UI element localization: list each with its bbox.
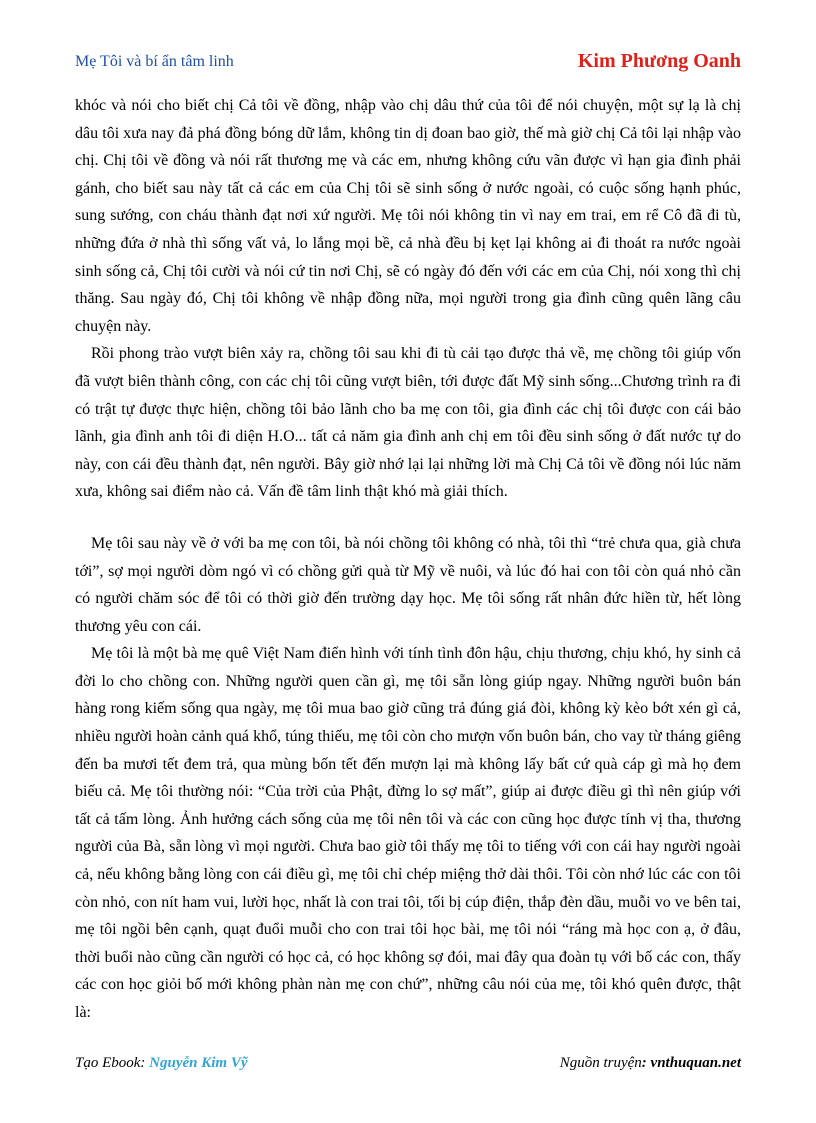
author-name: Kim Phương Oanh (577, 50, 741, 72)
ebook-creator: Nguyễn Kim Vỹ (149, 1055, 248, 1071)
paragraph: Rồi phong trào vượt biên xảy ra, chồng tôi sau khi đi tù cải tạo được thả về, mẹ chồng tôi giúp vốn đã vượt biên thành công, con các chị tôi cũng vượt biên, tới được đất Mỹ sinh sống...Chương trình ra đi có trật tự được thực hiện, chồng tôi bảo lãnh cho ba mẹ con tôi, gia đình các chị tôi được con cái bảo lãnh, gia đình anh tôi đi diện H.O... tất cả năm gia đình anh chị em tôi đều sinh sống ở đất nước tự do này, con cái đều thành đạt, nên người. Bây giờ nhớ lại lại những lời mà Chị Cả tôi về đồng nói lúc năm xưa, không sai điểm nào cả. Vấn đề tâm linh thật khó mà giải thích. (75, 345, 741, 501)
source-separator: : (641, 1055, 651, 1071)
page-header (75, 50, 741, 76)
book-title: Mẹ Tôi và bí ẩn tâm linh (75, 53, 234, 70)
paragraph: Mẹ tôi là một bà mẹ quê Việt Nam điển hình với tính tình đôn hậu, chịu thương, chịu khó, hy sinh cả đời lo cho chồng con. Những người quen cần gì, mẹ tôi sẵn lòng giúp ngay. Những người buôn bán hàng rong kiếm sống qua ngày, mẹ tôi mua bao giờ cũng trả đúng giá đòi, không kỳ kèo bớt xén gì cả, nhiều người hoàn cảnh quá khổ, túng thiếu, mẹ tôi còn cho mượn vốn buôn bán, cho vay từ tháng giêng đến ba mươi tết đem trả, qua mùng bốn tết đến mượn lại mà không lấy bất cứ quà cáp gì mà họ đem biếu cả. Mẹ tôi thường nói: “Của trời của Phật, đừng lo sợ mất”, giúp ai được điều gì thì nên giúp với tất cả tấm lòng. Ảnh hưởng cách sống của mẹ tôi nên tôi và các con cũng học được tính vị tha, thương người của Bà, sẵn lòng vì mọi người. Chưa bao giờ tôi thấy mẹ tôi to tiếng với con cái hay người ngoài cả, nếu không bằng lòng con cái điều gì, mẹ tôi chỉ chép miệng thở dài thôi. Tôi còn nhớ lúc các con tôi còn nhỏ, con nít ham vui, lười học, nhất là con trai tôi, tối bị cúp điện, thắp đèn dầu, muỗi vo ve bên tai, mẹ tôi ngồi bên cạnh, quạt đuổi muỗi cho con trai tôi học bài, mẹ tôi nói “ráng mà học con ạ, ở đâu, thời buổi nào cũng cần người có học cả, có học không sợ đói, mai đây qua đoàn tụ với bố các con, thấy các con học giỏi bố mới không phàn nàn mẹ con chứ”, những câu nói của mẹ, tôi khó quên được, thật là: (75, 645, 741, 1021)
page-footer (75, 1055, 741, 1077)
ebook-credit (75, 1055, 248, 1072)
paragraph: Mẹ tôi sau này về ở với ba mẹ con tôi, bà nói chồng tôi không có nhà, tôi thì “trẻ chưa qua, già chưa tới”, sợ mọi người dòm ngó vì có chồng gửi quà từ Mỹ về nuôi, và lúc đó hai con tôi còn quá nhỏ cần có người chăm sóc để tôi có thời giờ đến trường dạy học. Mẹ tôi sống rất nhân đức hiền từ, hết lòng thương yêu con cái. (75, 534, 741, 635)
source-label: Nguồn truyện (559, 1055, 642, 1071)
ebook-label: Tạo Ebook (75, 1055, 141, 1071)
page-body (75, 92, 741, 1027)
source-site: vnthuquan.net (650, 1055, 741, 1071)
source-credit (560, 1055, 741, 1072)
ebook-separator: : (140, 1055, 150, 1071)
paragraph: khóc và nói cho biết chị Cả tôi về đồng, nhập vào chị dâu thứ của tôi để nói chuyện, một sự lạ là chị dâu tôi xưa nay đả phá đồng bóng dữ lắm, không tin dị đoan bao giờ, thế mà giờ chị Cả tôi lại nhập vào chị. Chị tôi về đồng và nói rất thương mẹ và các em, nhưng không cứu vãn được vì hạn gia đình phải gánh, cho biết sau này tất cả các em của Chị tôi sẽ sinh sống ở nước ngoài, có cuộc sống hạnh phúc, sung sướng, con cháu thành đạt nơi xứ người. Mẹ tôi nói không tin vì nay em trai, em rể Cô đã đi tù, những đứa ở nhà thì sống vất vả, lo lắng mọi bề, cả nhà đều bị kẹt lại không ai đi thoát ra nước ngoài sinh sống cả, Chị tôi cười và nói cứ tin nơi Chị, sẽ có ngày đó đến với các em của Chị, nói xong thì chị thăng. Sau ngày đó, Chị tôi không về nhập đồng nữa, mọi người trong gia đình cũng quên lãng câu chuyện này. (75, 97, 741, 335)
